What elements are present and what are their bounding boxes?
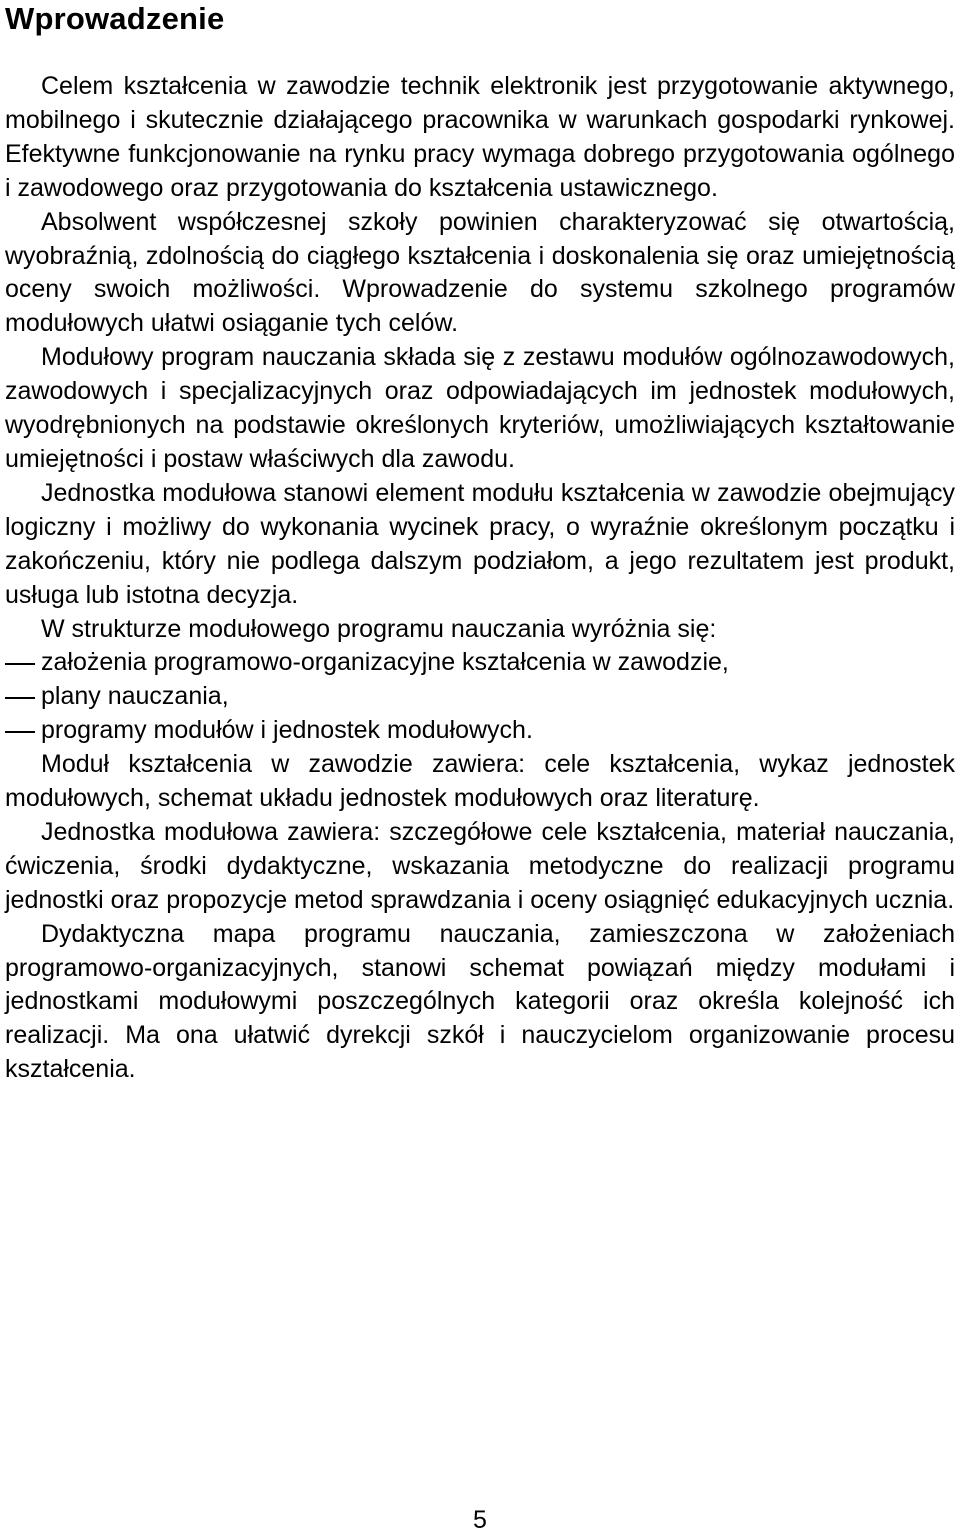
list-item bbox=[5, 646, 955, 680]
dash-bullet-icon bbox=[5, 697, 35, 699]
page-title: Wprowadzenie bbox=[5, 1, 225, 36]
list-item-text: założenia programowo-organizacyjne kształcenia w zawodzie, bbox=[41, 648, 729, 677]
paragraph-unit-contents: Jednostka modułowa zawiera: szczegółowe cele kształcenia, materiał nauczania, ćwiczenia, środki dydaktyczne, wskazania metodyczne do realizacji programu jednostki oraz propozycje metod sprawdzania i oceny osiągnięć edukacyjnych ucznia. bbox=[5, 817, 955, 914]
paragraph-graduate: Absolwent współczesnej szkoły powinien charakteryzować się otwartością, wyobraźnią, zdolnością do ciągłego kształcenia i doskonalenia się oraz umiejętnością oceny swoich możliwości. Wprowadzenie do systemu szkolnego programów modułowych ułatwi osiąganie tych celów. bbox=[5, 207, 955, 338]
paragraph-module-unit: Jednostka modułowa stanowi element modułu kształcenia w zawodzie obejmujący logiczny i możliwy do wykonania wycinek pracy, o wyraźnie określonym początku i zakończeniu, który nie podlega dalszym podziałom, a jego rezultatem jest produkt, usługa lub istotna decyzja. bbox=[5, 478, 955, 609]
paragraph-modular-program: Modułowy program nauczania składa się z zestawu modułów ogólnozawodowych, zawodowych i specjalizacyjnych oraz odpowiadających im jednostek modułowych, wyodrębnionych na podstawie określonych kryteriów, umożliwiających kształtowanie umiejętności i postaw właściwych dla zawodu. bbox=[5, 343, 955, 473]
list-item-text: programy modułów i jednostek modułowych. bbox=[41, 716, 533, 745]
paragraph-structure-intro: W strukturze modułowego programu nauczania wyróżnia się: bbox=[41, 614, 717, 643]
paragraph-didactic-map: Dydaktyczna mapa programu nauczania, zamieszczona w założeniach programowo-organizacyjnych, stanowi schemat powiązań między modułami i jednostkami modułowymi poszczególnych kategorii oraz określa kolejność ich realizacji. Ma ona ułatwić dyrekcji szkół i nauczycielom organizowanie procesu kształcenia. bbox=[5, 919, 955, 1084]
paragraph-intro: Celem kształcenia w zawodzie technik elektronik jest przygotowanie aktywnego, mobilnego i skutecznie działającego pracownika w warunkach gospodarki rynkowej. Efektywne funkcjonowanie na rynku pracy wymaga dobrego przygotowania ogólnego i zawodowego oraz przygotowania do kształcenia ustawicznego. bbox=[5, 72, 955, 202]
paragraph-module-contents: Moduł kształcenia w zawodzie zawiera: cele kształcenia, wykaz jednostek modułowych, schemat układu jednostek modułowych oraz literaturę. bbox=[5, 750, 955, 813]
page-number: 5 bbox=[473, 1506, 487, 1534]
list-item-text: plany nauczania, bbox=[41, 682, 229, 711]
list-item bbox=[5, 680, 955, 714]
structure-list bbox=[5, 646, 955, 748]
dash-bullet-icon bbox=[5, 663, 35, 665]
dash-bullet-icon bbox=[5, 731, 35, 733]
document-body bbox=[5, 70, 955, 1087]
list-item bbox=[5, 714, 955, 748]
document-page bbox=[5, 0, 955, 1087]
